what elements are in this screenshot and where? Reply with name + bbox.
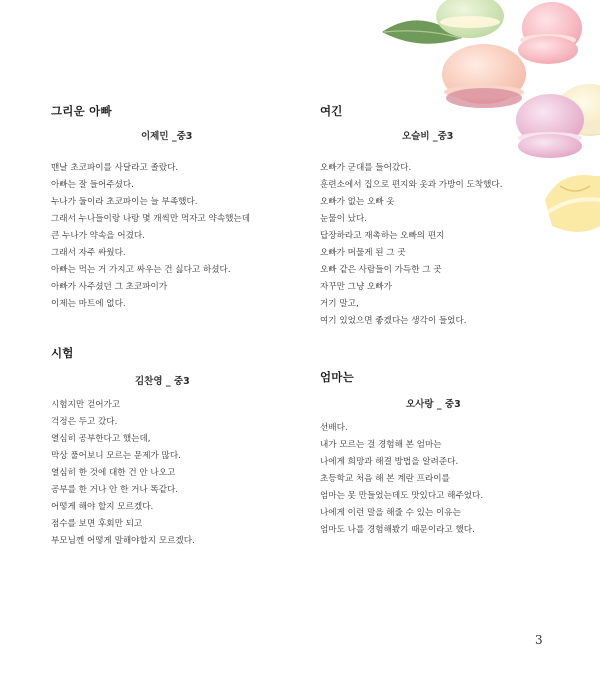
poem-1 bbox=[51, 103, 291, 309]
poem-line: 오빠가 군대를 들어갔다. bbox=[320, 163, 412, 173]
poem-title: 시험 bbox=[51, 346, 74, 360]
poem-line: 내가 모르는 걸 경험해 본 엄마는 bbox=[320, 440, 442, 450]
poem-line: 아빠는 잘 들어주셨다. bbox=[51, 180, 134, 190]
poem-line: 나에게 희망과 해결 방법을 알려준다. bbox=[320, 457, 459, 467]
poem-line: 막상 풀어보니 모르는 문제가 많다. bbox=[51, 451, 181, 461]
poem-line: 어떻게 해야 할지 모르겠다. bbox=[51, 502, 154, 512]
poem-line: 점수를 보면 후회만 되고 bbox=[51, 519, 143, 529]
poem-line: 자꾸만 그냥 오빠가 bbox=[320, 282, 392, 292]
poem-lines bbox=[320, 160, 560, 330]
poem-author: 김찬영 _ 중3 bbox=[135, 376, 190, 387]
poem-line: 공부를 한 거나 안 한 거나 똑같다. bbox=[51, 485, 179, 495]
poem-line: 열심히 한 것에 대한 건 안 나오고 bbox=[51, 468, 176, 478]
poem-line: 엄마는 못 만들었는데도 맛있다고 해주었다. bbox=[320, 491, 484, 501]
poem-line: 여기 있었으면 좋겠다는 생각이 들었다. bbox=[320, 316, 467, 326]
poem-line: 아빠가 사주셨던 그 초코파이가 bbox=[51, 282, 168, 292]
poem-line: 초등학교 처음 해 본 계란 프라이를 bbox=[320, 474, 450, 484]
poem-line: 오빠가 없는 오빠 옷 bbox=[320, 197, 395, 207]
poem-line: 눈물이 났다. bbox=[320, 214, 367, 224]
poem-line: 그래서 자주 싸웠다. bbox=[51, 248, 126, 258]
poem-line: 거기 말고, bbox=[320, 299, 359, 309]
poem-author: 이제민 _중3 bbox=[141, 131, 193, 142]
poem-title: 엄마는 bbox=[320, 370, 354, 384]
poem-title: 그리운 아빠 bbox=[51, 104, 112, 118]
poem-line: 답장하라고 재촉하는 오빠의 편지 bbox=[320, 231, 445, 241]
macaron-pink-icon bbox=[518, 2, 582, 64]
poem-line: 이제는 마트에 없다. bbox=[51, 299, 126, 309]
poem-author: 오슬비 _중3 bbox=[402, 131, 454, 142]
page-number: 3 bbox=[535, 633, 543, 647]
poem-3 bbox=[320, 103, 560, 326]
poem-line: 훈련소에서 집으로 편지와 옷과 가방이 도착했다. bbox=[320, 180, 503, 190]
poem-lines bbox=[51, 397, 291, 550]
poem-4 bbox=[320, 369, 560, 535]
poem-line: 시험지만 걷어가고 bbox=[51, 400, 121, 410]
poem-line: 엄마도 나를 경험해봤기 때문이라고 했다. bbox=[320, 525, 475, 535]
poem-line: 그래서 누나들이랑 나랑 몇 개씩만 먹자고 약속했는데 bbox=[51, 214, 251, 224]
poem-line: 아빠는 먹는 거 가지고 싸우는 건 싫다고 하셨다. bbox=[51, 265, 231, 275]
poem-line: 열심히 공부한다고 했는데, bbox=[51, 434, 151, 444]
poem-author: 오사랑 _ 중3 bbox=[406, 399, 461, 410]
macaron-peach-icon bbox=[442, 44, 526, 108]
poem-line: 오빠 같은 사람들이 가득한 그 곳 bbox=[320, 265, 442, 275]
poem-line: 부모님껜 어떻게 말해야할지 모르겠다. bbox=[51, 536, 195, 546]
poem-line: 누나가 둘이라 초코파이는 늘 부족했다. bbox=[51, 197, 198, 207]
poem-line: 나에게 이런 말을 해줄 수 있는 이유는 bbox=[320, 508, 461, 518]
poem-line: 걱정은 두고 갔다. bbox=[51, 417, 118, 427]
poem-lines bbox=[51, 160, 291, 313]
poem-lines bbox=[320, 420, 560, 539]
poem-line: 선배다. bbox=[320, 423, 348, 433]
poem-title: 여긴 bbox=[320, 104, 343, 118]
poem-2 bbox=[51, 345, 291, 546]
poem-line: 큰 누나가 약속을 어겼다. bbox=[51, 231, 145, 241]
poem-line: 오빠가 머물게 된 그 곳 bbox=[320, 248, 406, 258]
poem-line: 맨날 초코파이를 사달라고 졸랐다. bbox=[51, 163, 179, 173]
